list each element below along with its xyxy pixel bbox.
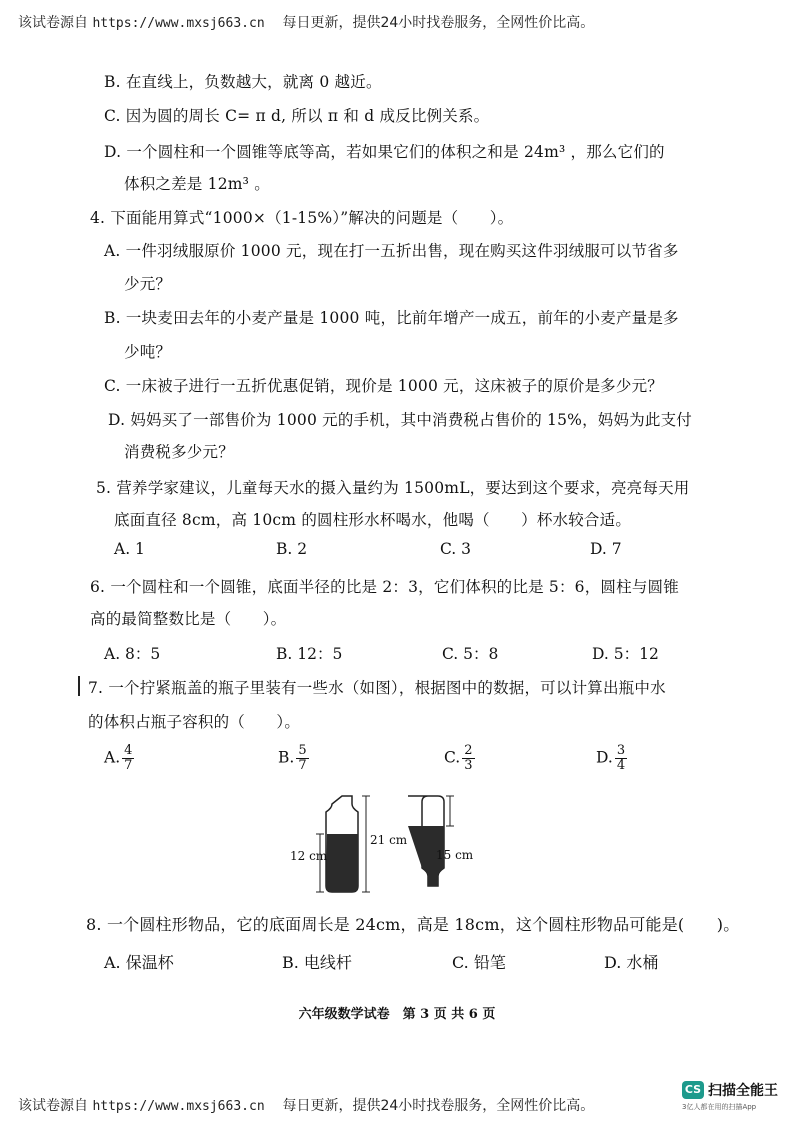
header-watermark — [18, 12, 594, 32]
q7-option-b: B. $\frac{5}{7}$ — [278, 743, 307, 773]
header-url[interactable]: https://www.mxsj663.cn — [92, 16, 265, 31]
header-slogan: 每日更新，提供24小时找卷服务，全网性价比高。 — [282, 15, 595, 31]
upright-bottle — [316, 796, 370, 892]
q5-option-b: B. 2 — [276, 540, 308, 558]
q3-option-d-line1: D. 一个圆柱和一个圆锥等底等高，若如果它们的体积之和是 24m³ ，那么它们的 — [104, 143, 665, 161]
bottle-figure — [290, 792, 490, 900]
q4-option-b-line2: 少吨？ — [124, 343, 172, 361]
q5-stem-line2: 底面直径 8cm，高 10cm 的圆柱形水杯喝水，他喝（ ）杯水较合适。 — [114, 511, 632, 529]
margin-mark — [78, 676, 80, 696]
q5-stem-line1: 5. 营养学家建议，儿童每天水的摄入量约为 1500mL，要达到这个要求，亮亮每天用 — [96, 479, 690, 497]
q7-option-a: A. $\frac{4}{7}$ — [104, 743, 133, 773]
q5-option-a: A. 1 — [114, 540, 145, 558]
footer-slogan: 每日更新，提供24小时找卷服务，全网性价比高。 — [282, 1098, 595, 1114]
page-footer: 六年级数学试卷 第 3 页 共 6 页 — [298, 1007, 496, 1022]
q4-option-c: C. 一床被子进行一五折优惠促销，现价是 1000 元，这床被子的原价是多少元？ — [104, 377, 663, 395]
label-water-height: 12 cm — [290, 849, 328, 863]
q7-stem-line1: 7. 一个拧紧瓶盖的瓶子里装有一些水（如图），根据图中的数据，可以计算出瓶中水 — [88, 679, 666, 697]
footer-url[interactable]: https://www.mxsj663.cn — [92, 1099, 265, 1114]
footer-source: 该试卷源自 — [18, 1098, 88, 1114]
q4-option-a-line1: A. 一件羽绒服原价 1000 元，现在打一五折出售，现在购买这件羽绒服可以节省多 — [104, 242, 679, 260]
q4-stem: 4. 下面能用算式“1000×（1-15%）”解决的问题是（ ）。 — [90, 209, 514, 227]
q4-option-b-line1: B. 一块麦田去年的小麦产量是 1000 吨，比前年增产一成五，前年的小麦产量是多 — [104, 309, 679, 327]
q8-stem: 8. 一个圆柱形物品，它的底面周长是 24cm，高是 18cm，这个圆柱形物品可能是( )。 — [86, 915, 740, 934]
q5-option-d: D. 7 — [590, 540, 622, 558]
q8-option-c: C. 铅笔 — [452, 953, 506, 972]
inverted-bottle — [408, 796, 454, 886]
q8-option-a: A. 保温杯 — [104, 953, 174, 972]
footer-watermark — [18, 1095, 594, 1115]
q3-option-d-line2: 体积之差是 12m³ 。 — [124, 175, 270, 193]
camscanner-logo-icon: CS — [682, 1081, 704, 1099]
q7-stem-line2: 的体积占瓶子容积的（ ）。 — [88, 713, 301, 731]
camscanner-tagline: 3亿人都在用的扫描App — [682, 1103, 757, 1111]
q8-option-b: B. 电线杆 — [282, 953, 352, 972]
label-air-height: 15 cm — [436, 848, 474, 862]
q7-option-d: D. $\frac{3}{4}$ — [596, 743, 626, 773]
q4-option-a-line2: 少元？ — [124, 275, 172, 293]
camscanner-name: 扫描全能王 — [708, 1083, 778, 1099]
q3-option-c: C. 因为圆的周长 C= π d, 所以 π 和 d 成反比例关系。 — [104, 107, 490, 125]
q7-option-c: C. $\frac{2}{3}$ — [444, 743, 473, 773]
q6-option-c: C. 5：8 — [442, 645, 499, 663]
q4-option-d-line2: 消费税多少元？ — [124, 443, 234, 461]
q3-option-b: B. 在直线上，负数越大，就离 0 越近。 — [104, 73, 382, 91]
q6-option-b: B. 12：5 — [276, 645, 343, 663]
q5-option-c: C. 3 — [440, 540, 472, 558]
label-bottle-height: 21 cm — [370, 833, 408, 847]
q6-option-a: A. 8：5 — [104, 645, 161, 663]
q6-stem-line1: 6. 一个圆柱和一个圆锥，底面半径的比是 2：3，它们体积的比是 5：6，圆柱与圆锥 — [90, 578, 679, 596]
q8-option-d: D. 水桶 — [604, 953, 659, 972]
q6-stem-line2: 高的最简整数比是（ ）。 — [90, 610, 287, 628]
header-source: 该试卷源自 — [18, 15, 88, 31]
q4-option-d-line1: D. 妈妈买了一部售价为 1000 元的手机，其中消费税占售价的 15%，妈妈为此支付 — [108, 411, 693, 429]
q6-option-d: D. 5：12 — [592, 645, 659, 663]
